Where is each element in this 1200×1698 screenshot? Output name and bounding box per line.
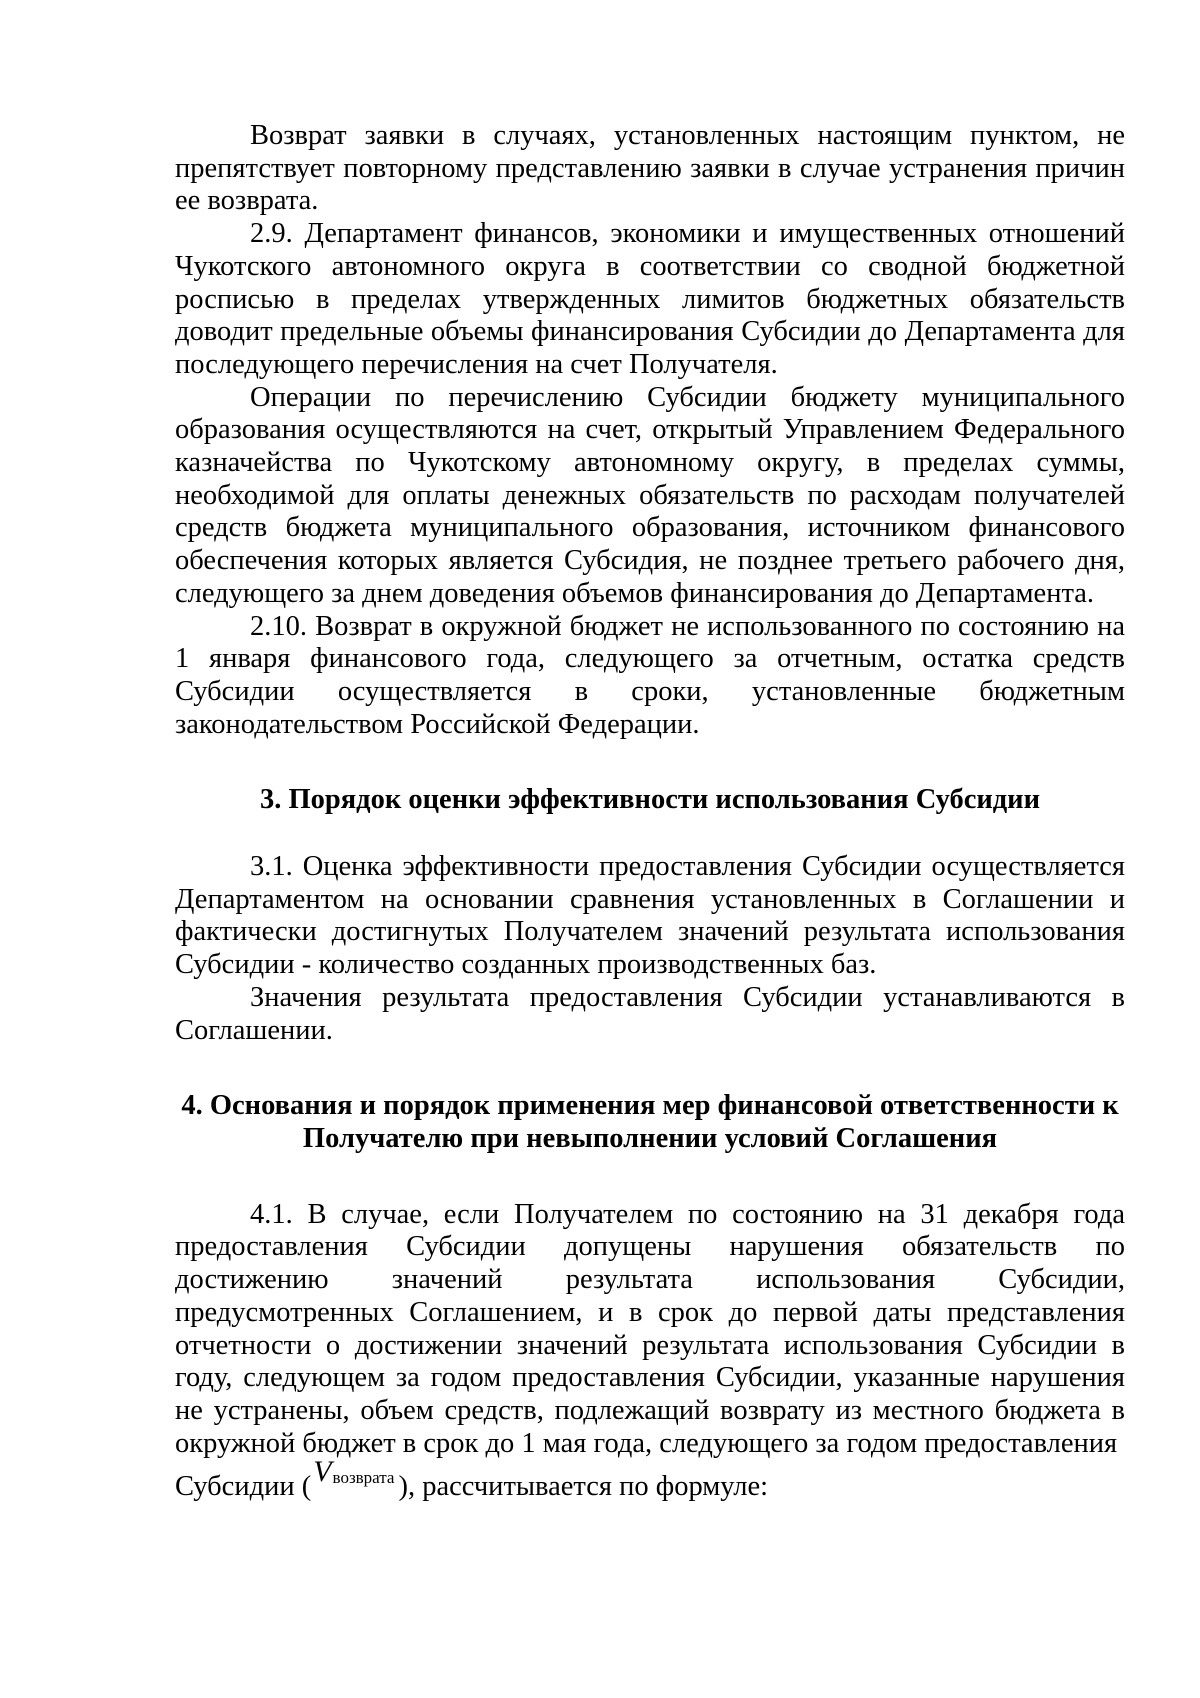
formula-subscript: возврата [332, 1468, 395, 1488]
spacer [175, 817, 1125, 851]
document-page [175, 120, 1125, 1507]
section-3-heading: 3. Порядок оценки эффективности использования Субсидии [259, 784, 1041, 816]
paragraph-2-9: 2.9. Департамент финансов, экономики и имущественных отношений Чукотского автономного округа в соответствии со сводной бюджетной росписью в пределах утвержденных лимитов бюджетных обязательств доводит предельные объемы финансирования Субсидии до Департамента для последующего перечисления на счет Получателя. [175, 218, 1125, 380]
paragraph-4-1: 4.1. В случае, если Получателем по состоянию на 31 декабря года предоставления Субсидии допущены нарушения обязательств по достижению значений результата использования Субсидии, предусмотренных Соглашением, и в срок до первой даты представления отчетности о достижении значений результата использования Субсидии в году, следующем за годом предоставления Субсидии, указанные нарушения не устранены, объем средств, подлежащий возврату из местного бюджета в окружной бюджет в срок до 1 мая года, следующего за годом предоставления [175, 1198, 1125, 1459]
formula-variable: V [313, 1455, 332, 1489]
formula-intro-after: ), рассчитывается по формуле: [398, 1471, 769, 1503]
paragraph-result-values: Значения результата предоставления Субсидии устанавливаются в Соглашении. [175, 981, 1125, 1046]
section-4-heading-line1: 4. Основания и порядок применения мер финансовой ответственности к [181, 1090, 1119, 1122]
paragraph-return-application: Возврат заявки в случаях, установленных настоящим пунктом, не препятствует повторному представлению заявки в случае устранения причин ее возврата. [175, 120, 1125, 217]
formula-intro-line [175, 1455, 1125, 1507]
paragraph-3-1: 3.1. Оценка эффективности предоставления Субсидии осуществляется Департаментом на основании сравнения установленных в Соглашении и фактически достигнутых Получателем значений результата использования Субсидии - количество созданных производственных баз. [175, 851, 1125, 981]
paragraph-operations-transfer: Операции по перечислению Субсидии бюджету муниципального образования осуществляются на счет, открытый Управлением Федерального казначейства по Чукотскому автономному округу, в пределах суммы, необходимой для оплаты денежных обязательств по расходам получателей средств бюджета муниципального образования, источником финансового обеспечения которых является Субсидия, не позднее третьего рабочего дня, следующего за днем доведения объемов финансирования до Департамента. [175, 381, 1125, 609]
section-4-heading-line2: Получателю при невыполнении условий Соглашения [302, 1122, 998, 1154]
spacer [175, 1047, 1125, 1090]
formula-intro-before: Субсидии ( [175, 1471, 312, 1503]
paragraph-2-10: 2.10. Возврат в окружной бюджет не использованного по состоянию на 1 января финансового года, следующего за отчетным, остатка средств Субсидии осуществляется в сроки, установленные бюджетным законодательством Российской Федерации. [175, 610, 1125, 740]
spacer [175, 741, 1125, 784]
spacer [175, 1156, 1125, 1199]
